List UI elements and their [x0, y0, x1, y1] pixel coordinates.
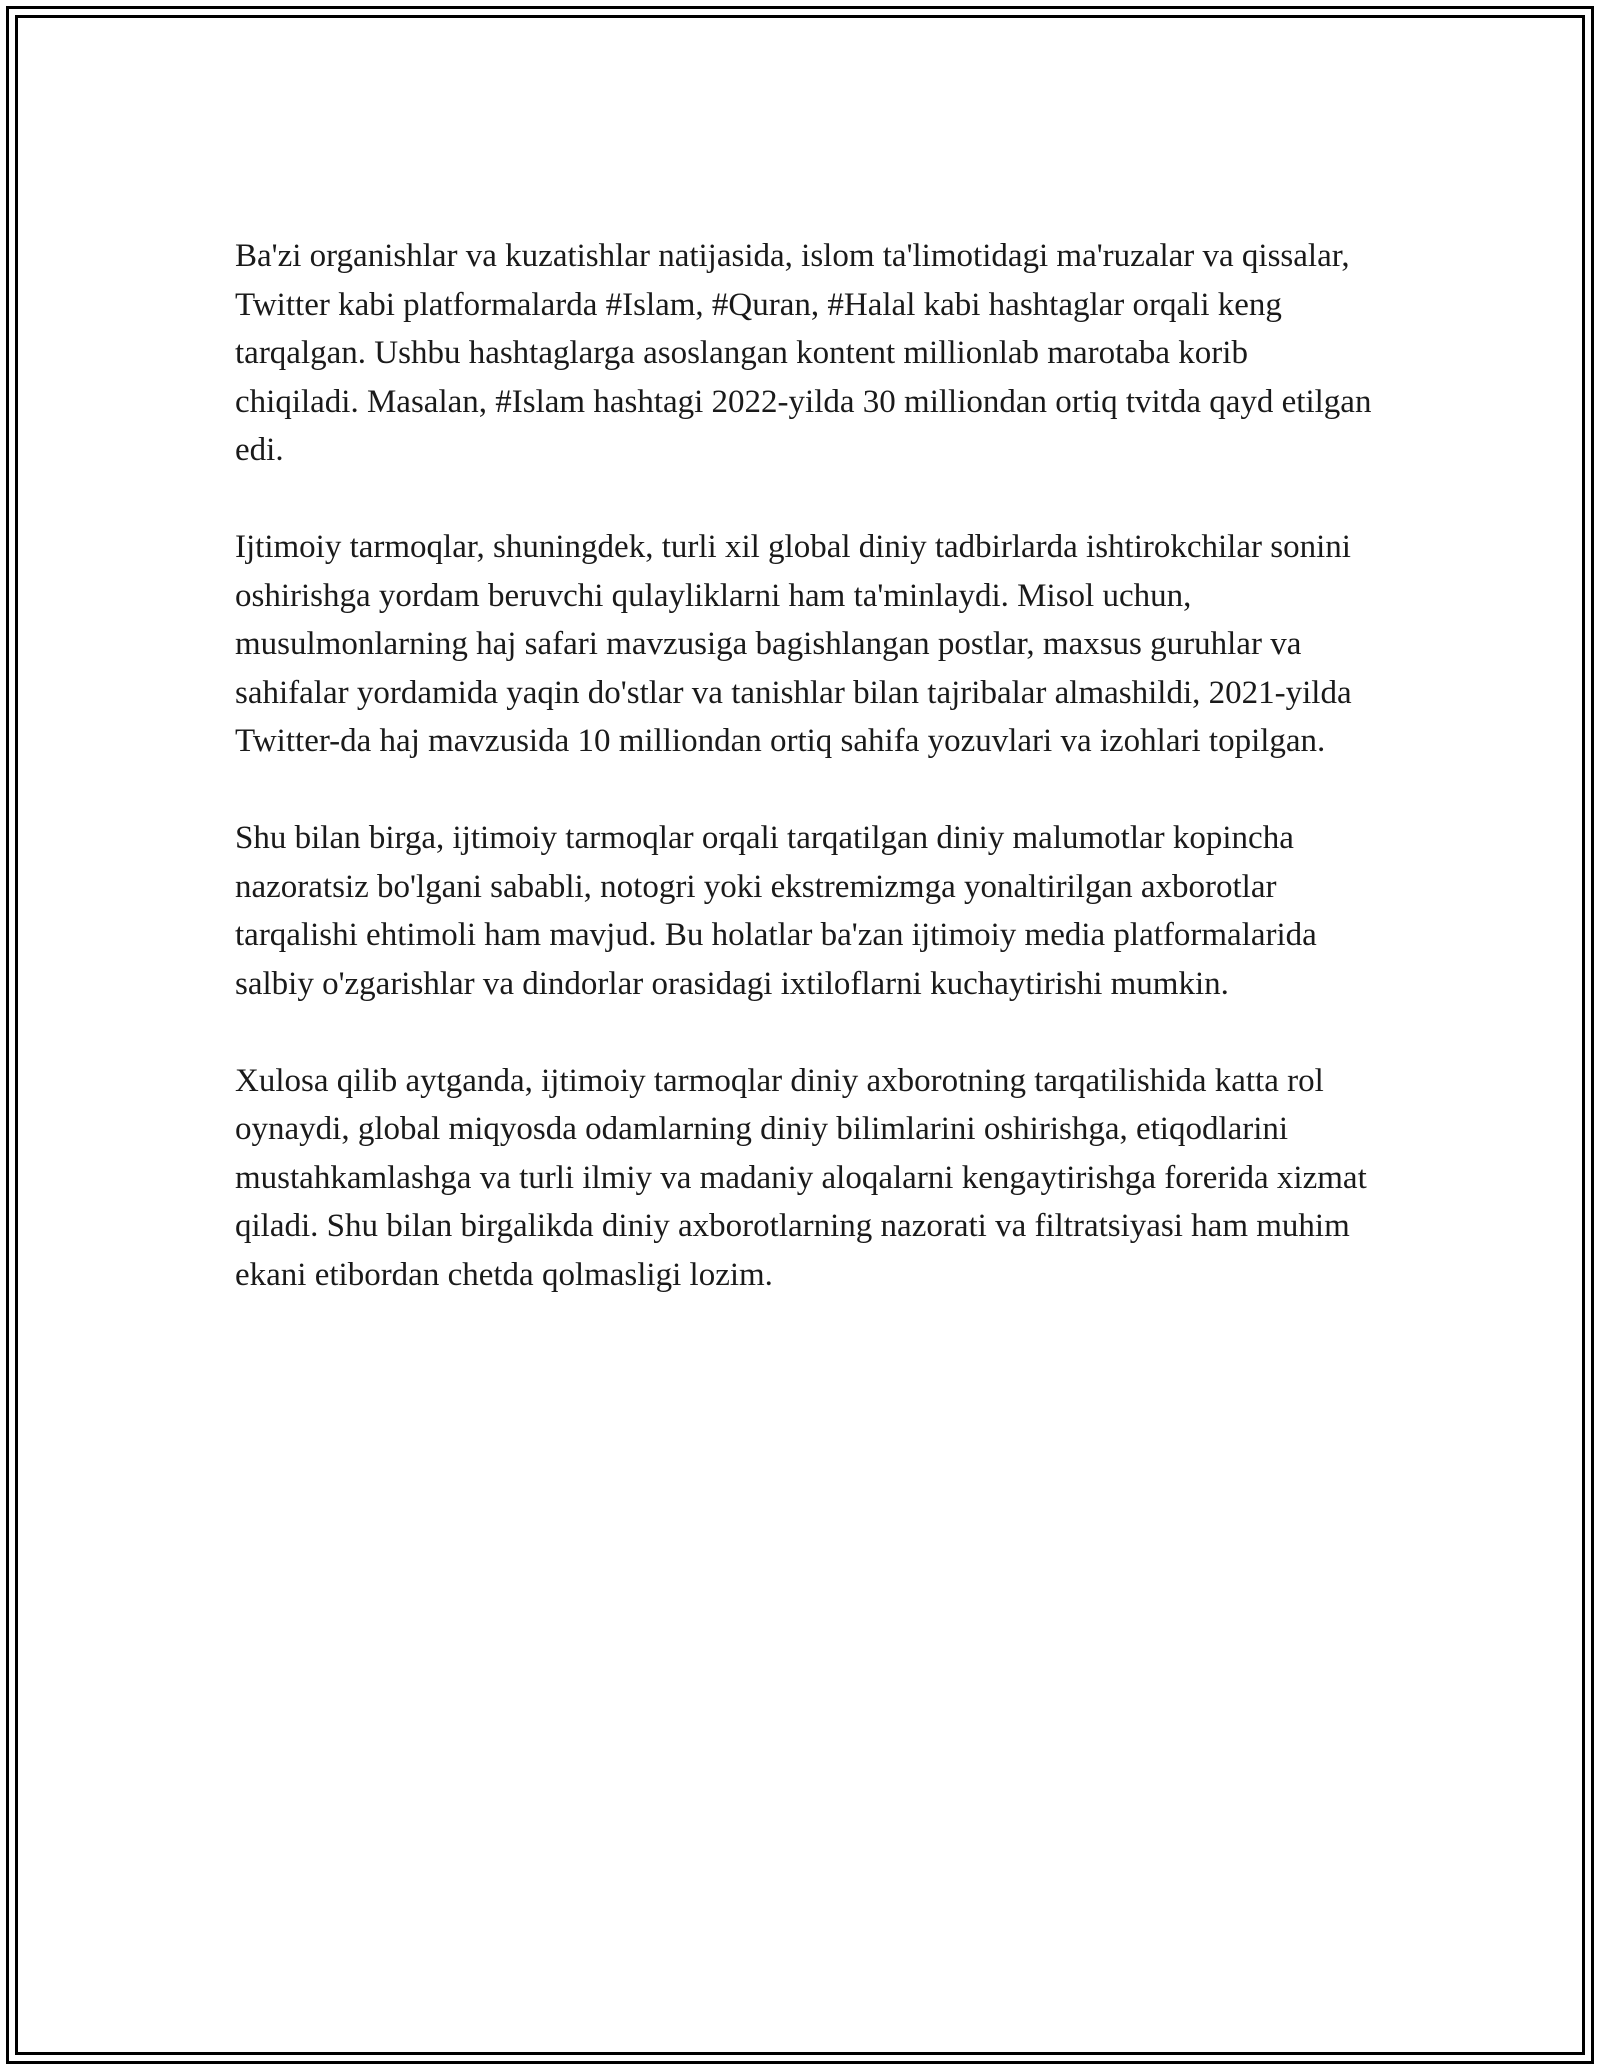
- document-body: [235, 232, 1375, 1348]
- paragraph-religious-events: Ijtimoiy tarmoqlar, shuningdek, turli xil global diniy tadbirlarda ishtirokchilar sonini oshirishga yordam beruvchi qulayliklarni ham ta'minlaydi. Misol uchun, musulmonlarning haj safari mavzusiga bagishlangan postlar, maxsus guruhlar va sahifalar yordamida yaqin do'stlar va tanishlar bilan tajribalar almashildi, 2021-yilda Twitter-da haj mavzusida 10 milliondan ortiq sahifa yozuvlari va izohlari topilgan.: [235, 529, 1352, 759]
- paragraph-hashtags: Ba'zi organishlar va kuzatishlar natijasida, islom ta'limotidagi ma'ruzalar va qissalar, Twitter kabi platformalarda #Islam, #Quran, #Halal kabi hashtaglar orqali keng tarqalgan. Ushbu hashtaglarga asoslangan kontent millionlab marotaba korib chiqiladi. Masalan, #Islam hashtagi 2022-yilda 30 milliondan ortiq tvitda qayd etilgan edi.: [235, 238, 1372, 468]
- paragraph-risks: Shu bilan birga, ijtimoiy tarmoqlar orqali tarqatilgan diniy malumotlar kopincha nazoratsiz bo'lgani sababli, notogri yoki ekstremizmga yonaltirilgan axborotlar tarqalishi ehtimoli ham mavjud. Bu holatlar ba'zan ijtimoiy media platformalarida salbiy o'zgarishlar va dindorlar orasidagi ixtiloflarni kuchaytirishi mumkin.: [235, 820, 1317, 1002]
- paragraph-conclusion: Xulosa qilib aytganda, ijtimoiy tarmoqlar diniy axborotning tarqatilishida katta rol oynaydi, global miqyosda odamlarning diniy bilimlarini oshirishga, etiqodlarini mustahkamlashga va turli ilmiy va madaniy aloqalarni kengaytirishga forerida xizmat qiladi. Shu bilan birgalikda diniy axborotlarning nazorati va filtratsiyasi ham muhim ekani etibordan chetda qolmasligi lozim.: [235, 1062, 1367, 1293]
